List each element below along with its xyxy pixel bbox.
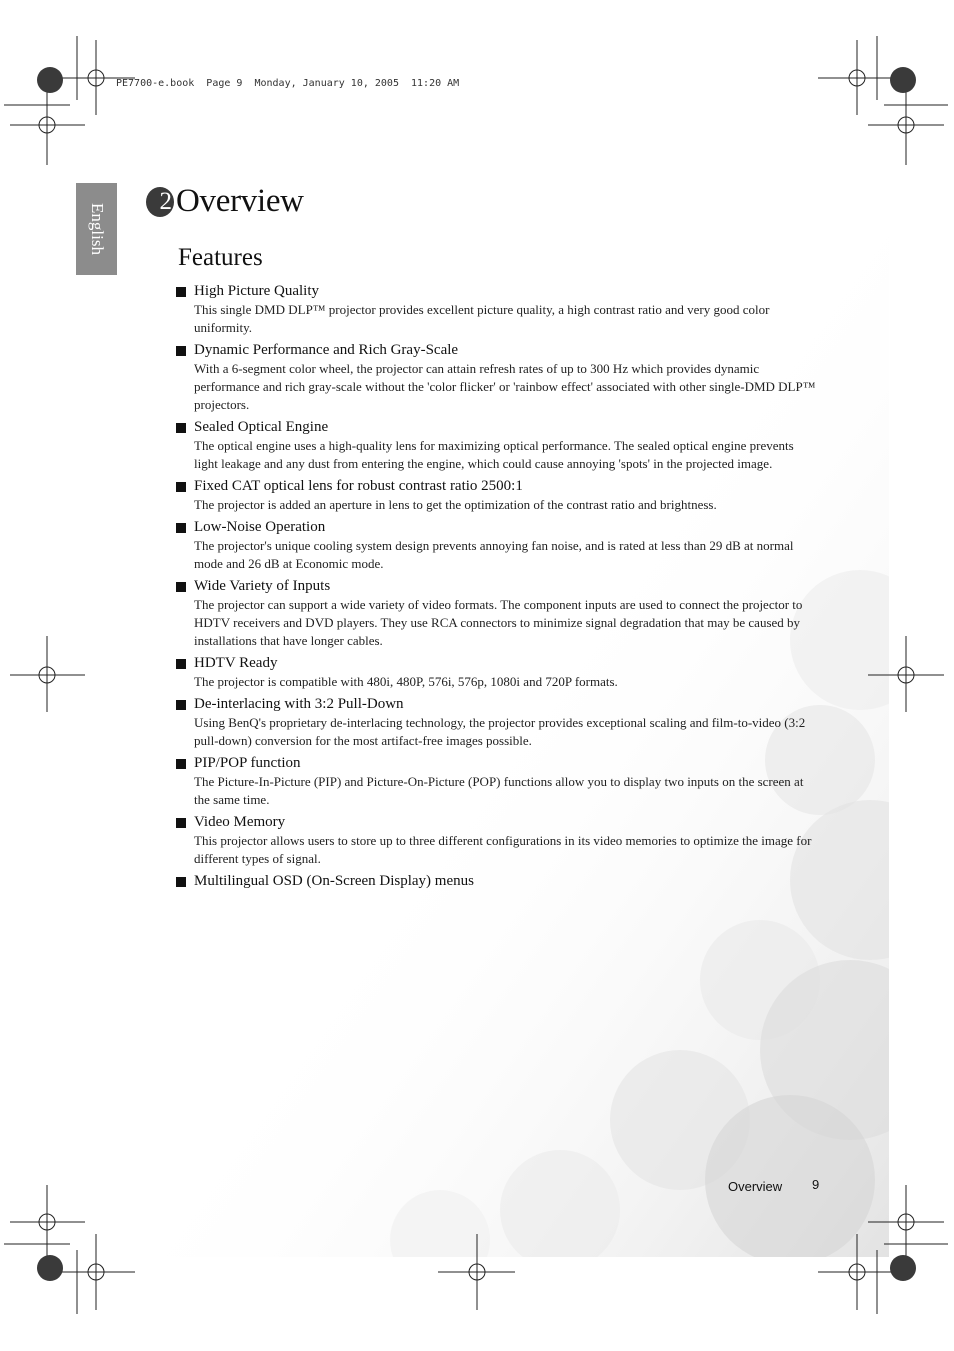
feature-title: Multilingual OSD (On-Screen Display) menus [194, 873, 474, 889]
feature-title: Video Memory [194, 814, 286, 830]
features-list [176, 282, 816, 895]
feature-description: The projector is added an aperture in lens to get the optimization of the contrast ratio and brightness. [194, 497, 717, 512]
bullet-square-icon [176, 582, 186, 592]
feature-item [176, 695, 816, 750]
bullet-square-icon [176, 482, 186, 492]
feature-description: The optical engine uses a high-quality lens for maximizing optical performance. The sealed optical engine prevents light leakage and any dust from entering the engine, which could cause annoying 'spots' in the projected image. [194, 438, 794, 471]
bullet-square-icon [176, 287, 186, 297]
page-number: 9 [812, 1177, 820, 1192]
feature-item [176, 341, 816, 414]
language-tab-label: English [87, 203, 107, 255]
feature-description: This projector allows users to store up to three different configurations in its video memories to optimize the image for different types of signal. [194, 833, 812, 866]
feature-item [176, 754, 816, 809]
feature-title: Sealed Optical Engine [194, 419, 329, 435]
feature-description: With a 6-segment color wheel, the projector can attain refresh rates of up to 300 Hz which provides dynamic performance and rich gray-scale without the 'color flicker' or 'rainbow effect' associated with other single-DMD DLP™ projectors. [194, 361, 816, 412]
language-tab [76, 183, 117, 275]
bullet-square-icon [176, 423, 186, 433]
bullet-square-icon [176, 523, 186, 533]
feature-description: The Picture-In-Picture (PIP) and Picture-On-Picture (POP) functions allow you to display two inputs on the screen at the same time. [194, 774, 804, 807]
feature-item [176, 477, 816, 514]
feature-item [176, 654, 816, 691]
feature-title: PIP/POP function [194, 755, 301, 771]
footer-section-label: Overview [728, 1179, 783, 1194]
feature-title: De-interlacing with 3:2 Pull-Down [194, 696, 404, 712]
feature-item [176, 518, 816, 573]
feature-item [176, 872, 816, 891]
feature-title: Dynamic Performance and Rich Gray-Scale [194, 342, 459, 358]
chapter-title: Overview [176, 183, 304, 219]
bullet-square-icon [176, 877, 186, 887]
bullet-square-icon [176, 659, 186, 669]
feature-item [176, 418, 816, 473]
chapter-number-badge: 2 [146, 187, 174, 217]
bullet-square-icon [176, 700, 186, 710]
chapter-heading [146, 183, 304, 220]
feature-description: Using BenQ's proprietary de-interlacing technology, the projector provides exceptional scaling and film-to-video (3:2 pull-down) conversion for the most artifact-free images possible. [194, 715, 806, 748]
bullet-square-icon [176, 818, 186, 828]
feature-item [176, 577, 816, 650]
bullet-square-icon [176, 346, 186, 356]
bullet-square-icon [176, 759, 186, 769]
section-title: Features [178, 244, 263, 271]
feature-item [176, 813, 816, 868]
feature-title: High Picture Quality [194, 283, 319, 299]
feature-title: Low-Noise Operation [194, 519, 326, 535]
feature-title: Fixed CAT optical lens for robust contrast ratio 2500:1 [194, 478, 523, 494]
feature-item [176, 282, 816, 337]
feature-description: The projector can support a wide variety of video formats. The component inputs are used to connect the projector to HDTV receivers and DVD players. They use RCA connectors to minimize signal degradation that may be caused by installations that have longer cables. [194, 597, 803, 648]
print-header: PE7700-e.book Page 9 Monday, January 10, 2005 11:20 AM [116, 78, 460, 89]
feature-title: HDTV Ready [194, 655, 278, 671]
feature-description: The projector's unique cooling system design prevents annoying fan noise, and is rated at less than 29 dB at normal mode and 26 dB at Economic mode. [194, 538, 794, 571]
feature-description: This single DMD DLP™ projector provides excellent picture quality, a high contrast ratio and very good color uniformity. [194, 302, 770, 335]
feature-title: Wide Variety of Inputs [194, 578, 331, 594]
feature-description: The projector is compatible with 480i, 480P, 576i, 576p, 1080i and 720P formats. [194, 674, 618, 689]
